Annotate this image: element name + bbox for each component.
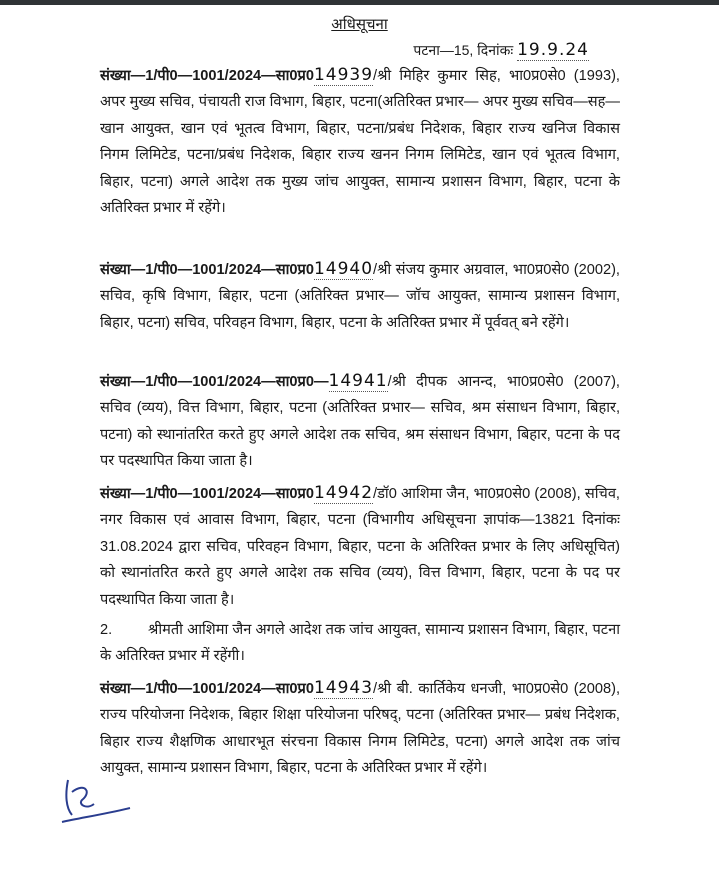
- paragraph-text: /डॉ0 आशिमा जैन, भा0प्र0से0 (2008), सचिव, नगर विकास एवं आवास विभाग, बिहार, पटना (विभागीय अधिसूचना ज्ञापांक—13821 दिनांकः 31.08.2024 द्वारा सचिव, परिवहन विभाग, बिहार, पटना के अतिरिक्त प्रभार के लिए अधिसूचित) को स्थानांतरित करते हुए अगले आदेश तक सचिव (व्यय), वित्त विभाग, बिहार, पटना के पद पर पदस्थापित किया जाता है।: [100, 486, 620, 608]
- notification-paragraph-3: [100, 368, 620, 475]
- sub-paragraph-text: श्रीमती आशिमा जैन अगले आदेश तक जांच आयुक्त, सामान्य प्रशासन विभाग, बिहार, पटना के अतिरिक्त प्रभार में रहेंगी।: [100, 622, 620, 665]
- paragraph-text: /श्री दीपक आनन्द, भा0प्र0से0 (2007), सचिव (व्यय), वित्त विभाग, बिहार, पटना (अतिरिक्त प्रभार— सचिव, श्रम संसाधन विभाग, बिहार, पटना) को स्थानांतरित करते हुए अगले आदेश तक सचिव, श्रम संसाधन विभाग, बिहार, पटना के पद पर पदस्थापित किया जाता है।: [100, 374, 620, 470]
- handwritten-signature: [60, 770, 140, 830]
- handwritten-number: 14943: [313, 678, 374, 698]
- paragraph-text: /श्री मिहिर कुमार सिह, भा0प्र0से0 (1993), अपर मुख्य सचिव, पंचायती राज विभाग, बिहार, पटना(अतिरिक्त प्रभार— अपर मुख्य सचिव—सह—खान आयुक्त, खान एवं भूतत्व विभाग, बिहार, पटना/प्रबंध निदेशक, बिहार राज्य खनिज विकास निगम लिमिटेड, पटना/प्रबंध निदेशक, बिहार राज्य खनन निगम लिमिटेड, खान एवं भूतत्व विभाग, बिहार, पटना) अगले आदेश तक मुख्य जांच आयुक्त, सामान्य प्रशासन विभाग, बिहार, पटना के अतिरिक्त प्रभार में रहेंगे।: [100, 68, 620, 217]
- handwritten-number: 14940: [313, 259, 374, 279]
- place-date-label: पटना—15, दिनांकः: [413, 42, 514, 58]
- handwritten-number: 14939: [313, 65, 374, 85]
- notification-paragraph-5: [100, 675, 620, 782]
- sub-paragraph-number: 2.: [100, 622, 113, 638]
- document-title: [0, 14, 719, 34]
- notification-paragraph-1: [100, 62, 620, 221]
- reference-prefix: संख्या—1/पी0—1001/2024—सा0प्र0—: [100, 374, 329, 390]
- title-text: अधिसूचना: [331, 16, 388, 33]
- handwritten-number: 14941: [328, 371, 388, 391]
- place-date-line: [413, 40, 589, 60]
- reference-prefix: संख्या—1/पी0—1001/2024—सा0प्र0: [100, 681, 314, 697]
- paragraph-text: /श्री बी. कार्तिकेय धनजी, भा0प्र0से0 (2008), राज्य परियोजना निदेशक, बिहार शिक्षा परियोजना परिषद्, पटना (अतिरिक्त प्रभार— प्रबंध निदेशक, बिहार राज्य शैक्षणिक आधारभूत संरचना विकास निगम लिमिटेड, पटना) अगले आदेश तक जांच आयुक्त, सामान्य प्रशासन विभाग, बिहार, पटना के अतिरिक्त प्रभार में रहेंगे।: [100, 681, 620, 777]
- handwritten-number: 14942: [313, 483, 374, 503]
- handwritten-date: 19.9.24: [517, 40, 589, 60]
- top-border: [0, 0, 719, 5]
- sub-paragraph-2: [100, 617, 620, 670]
- paragraph-text: /श्री संजय कुमार अग्रवाल, भा0प्र0से0 (2002), सचिव, कृषि विभाग, बिहार, पटना (अतिरिक्त प्रभार— जॉच आयुक्त, सामान्य प्रशासन विभाग, बिहार, पटना) सचिव, परिवहन विभाग, बिहार, पटना के अतिरिक्त प्रभार में पूर्ववत् बने रहेंगे।: [100, 262, 620, 331]
- reference-prefix: संख्या—1/पी0—1001/2024—सा0प्र0: [100, 68, 314, 84]
- notification-paragraph-4: [100, 480, 620, 613]
- notification-paragraph-2: [100, 256, 620, 336]
- reference-prefix: संख्या—1/पी0—1001/2024—सा0प्र0: [100, 486, 314, 502]
- reference-prefix: संख्या—1/पी0—1001/2024—सा0प्र0: [100, 262, 314, 278]
